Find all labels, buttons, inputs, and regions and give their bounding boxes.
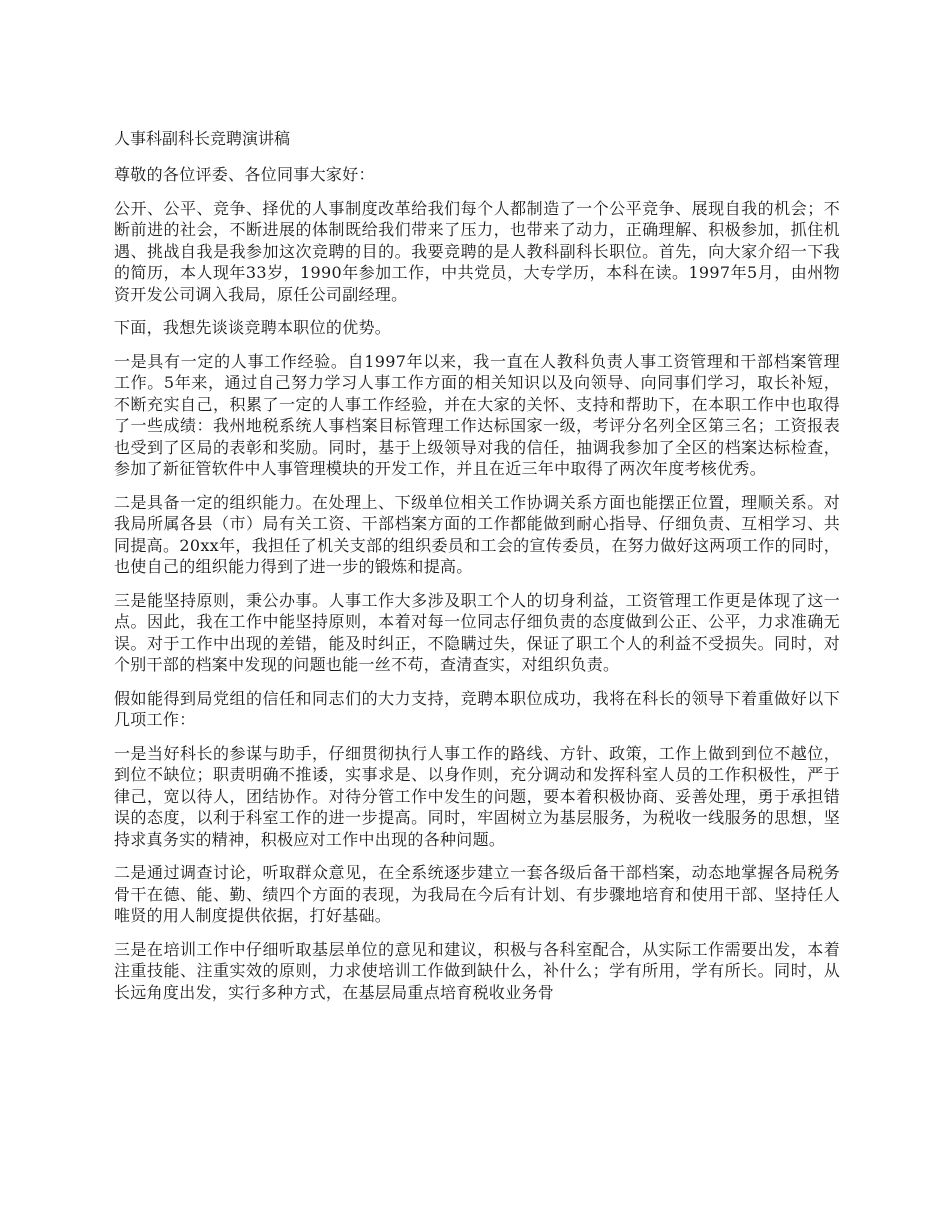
paragraph-plan-3: 三是在培训工作中仔细听取基层单位的意见和建议，积极与各科室配合，从实际工作需要出发，本着注重技能、注重实效的原则，力求使培训工作做到缺什么，补什么；学有所用，学有所长。同时，从长远角度出发，实行多种方式，在基层局重点培育税收业务骨 [114,939,840,1002]
paragraph-advantage-1: 一是具有一定的人事工作经验。自1997年以来，我一直在人教科负责人事工资管理和干部档案管理工作。5年来，通过自己努力学习人事工作方面的相关知识以及向领导、向同事们学习，取长补短，不断充实自己，积累了一定的人事工作经验，并在大家的关怀、支持和帮助下，在本职工作中也取得了一些成绩：我州地税系统人事档案目标管理工作达标国家一级，考评分名列全区第三名；工资报表也受到了区局的表彰和奖励。同时，基于上级领导对我的信任，抽调我参加了全区的档案达标检查，参加了新征管软件中人事管理模块的开发工作，并且在近三年中取得了两次年度考核优秀。 [114,351,840,478]
paragraph-advantage-2: 二是具备一定的组织能力。在处理上、下级单位相关工作协调关系方面也能摆正位置，理顺关系。对我局所属各县（市）局有关工资、干部档案方面的工作都能做到耐心指导、仔细负责、互相学习、共同提高。20xx年，我担任了机关支部的组织委员和工会的宣传委员，在努力做好这两项工作的同时，也使自己的组织能力得到了进一步的锻炼和提高。 [114,492,840,576]
paragraph-intro: 公开、公平、竞争、择优的人事制度改革给我们每个人都制造了一个公平竞争、展现自我的机会；不断前进的社会，不断进展的体制既给我们带来了压力，也带来了动力，正确理解、积极参加，抓住机遇、挑战自我是我参加这次竞聘的目的。我要竞聘的是人教科副科长职位。首先，向大家介绍一下我的简历，本人现年33岁，1990年参加工作，中共党员，大专学历，本科在读。1997年5月，由州物资开发公司调入我局，原任公司副经理。 [114,198,840,304]
paragraph-plan-2: 二是通过调查讨论，听取群众意见，在全系统逐步建立一套各级后备干部档案，动态地掌握各局税务骨干在德、能、勤、绩四个方面的表现，为我局在今后有计划、有步骤地培育和使用干部、坚持任人唯贤的用人制度提供依据，打好基础。 [114,863,840,925]
greeting: 尊敬的各位评委、各位同事大家好： [114,165,375,184]
document-title: 人事科副科长竞聘演讲稿 [114,129,291,148]
paragraph-advantages-lead: 下面，我想先谈谈竞聘本职位的优势。 [114,318,392,337]
paragraph-advantage-3: 三是能坚持原则，秉公办事。人事工作大多涉及职工个人的切身利益，工资管理工作更是体现了这一点。因此，我在工作中能坚持原则，本着对每一位同志仔细负责的态度做到公正、公平，力求准确无误。对于工作中出现的差错，能及时纠正，不隐瞒过失，保证了职工个人的利益不受损失。同时，对个别干部的档案中发现的问题也能一丝不苟，查清查实，对组织负责。 [114,590,840,674]
document-page [114,128,840,1015]
paragraph-plan-1: 一是当好科长的参谋与助手，仔细贯彻执行人事工作的路线、方针、政策，工作上做到到位不越位，到位不缺位；职责明确不推诿，实事求是、以身作则，充分调动和发挥科室人员的工作积极性，严于律己，宽以待人，团结协作。对待分管工作中发生的问题，要本着积极协商、妥善处理，勇于承担错误的态度，以利于科室工作的进一步提高。同时，牢固树立为基层服务，为税收一线服务的思想，坚持求真务实的精神，积极应对工作中出现的各种问题。 [114,743,840,849]
paragraph-plan-lead: 假如能得到局党组的信任和同志们的大力支持，竞聘本职位成功，我将在科长的领导下着重做好以下几项工作： [114,688,840,729]
